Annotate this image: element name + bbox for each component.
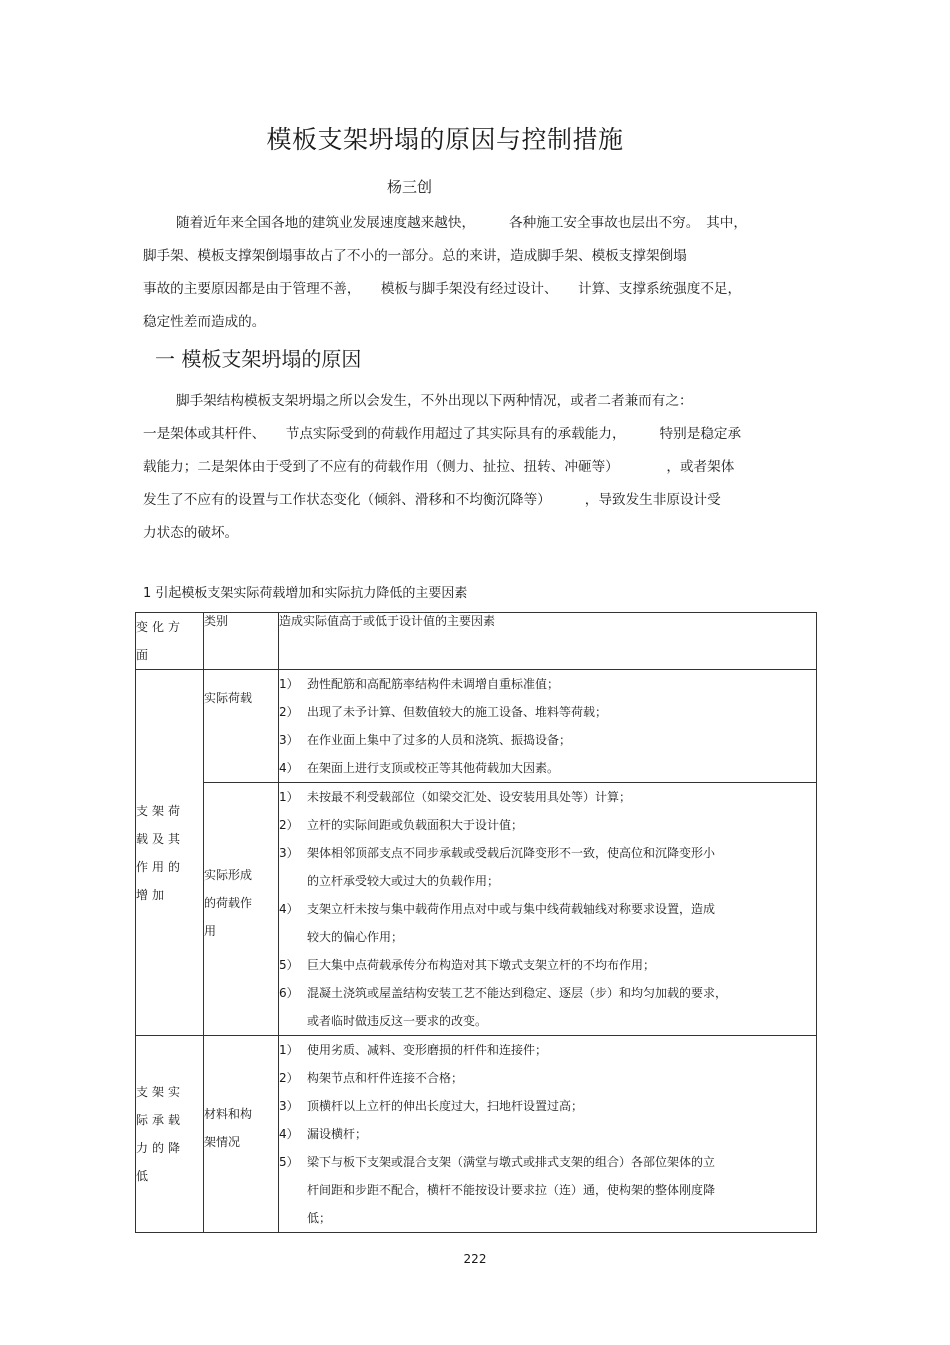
factors-cell (279, 1036, 817, 1233)
table-row (136, 783, 817, 1036)
category-cell (204, 1036, 279, 1233)
header-category (204, 613, 279, 670)
list-item (279, 754, 816, 782)
item-text: 劲性配筋和高配筋率结构件未调增自重标准值； (307, 677, 560, 691)
list-item (279, 1092, 816, 1120)
item-text: 梁下与板下支架或混合支架（满堂与墩式或排式支架的组合）各部位架体的立 (307, 1155, 716, 1169)
item-text: 支架立杆未按与集中载荷作用点对中或与集中线荷载轴线对称要求设置，造成 (307, 902, 716, 916)
section-para-line: 发生了不应有的设置与工作状态变化（倾斜、滑移和不均衡沉降等） ，导致发生非原设计受 (143, 492, 721, 508)
header-factors (279, 613, 817, 670)
aspect-text: 增加 (136, 887, 169, 902)
section-para-line: 力状态的破坏。 (143, 525, 239, 541)
item-text: 的立杆承受较大或过大的负载作用； (307, 874, 500, 888)
aspect-cell (136, 670, 204, 1036)
item-number: 3） (279, 1099, 299, 1113)
header-category-text: 类别 (204, 614, 229, 628)
item-number: 4） (279, 761, 299, 775)
factors-cell (279, 670, 817, 783)
item-text: 漏设横杆； (307, 1127, 368, 1141)
item-number: 2） (279, 1071, 299, 1085)
category-name (204, 783, 278, 945)
intro-line: 随着近年来全国各地的建筑业发展速度越来越快， 各种施工安全事故也层出不穷。 其中， (176, 215, 747, 231)
category-text: 用 (204, 924, 217, 938)
item-text: 顶横杆以上立杆的伸出长度过大，扫地杆设置过高； (307, 1099, 584, 1113)
item-text: 或者临时做违反这一要求的改变。 (307, 1014, 488, 1028)
aspect-cell (136, 1036, 204, 1233)
category-name (204, 1036, 278, 1156)
aspect-text: 载及其 (136, 831, 185, 846)
category-cell (204, 670, 279, 783)
item-number: 2） (279, 705, 299, 719)
table-row (136, 1036, 817, 1233)
list-item (279, 1120, 816, 1148)
intro-line: 脚手架、模板支撑架倒塌事故占了不小的一部分。总的来讲，造成脚手架、模板支撑架倒塌 (143, 248, 687, 264)
item-text: 未按最不利受载部位（如梁交汇处、设安装用具处等）计算； (307, 790, 632, 804)
document-title: 模板支架坍塌的原因与控制措施 (266, 125, 624, 154)
item-number: 5） (279, 958, 299, 972)
section-para-line: 一是架体或其杆件、 节点实际受到的荷载作用超过了其实际具有的承载能力， 特别是稳定承 (143, 426, 742, 442)
item-text: 立杆的实际间距或负载面积大于设计值； (307, 818, 524, 832)
list-item (279, 839, 816, 895)
category-text: 实际形成 (204, 868, 253, 882)
item-text: 巨大集中点荷载承传分布构造对其下墩式支架立杆的不均布作用； (307, 958, 656, 972)
item-text: 在作业面上集中了过多的人员和浇筑、振捣设备； (307, 733, 572, 747)
list-item (279, 1036, 816, 1064)
aspect-text: 支架荷 (136, 803, 185, 818)
section-para-line: 脚手架结构模板支架坍塌之所以会发生，不外出现以下两种情况，或者二者兼而有之： (176, 393, 693, 409)
header-aspect (136, 613, 204, 670)
list-item (279, 670, 816, 698)
item-number: 3） (279, 733, 299, 747)
table-header-row (136, 613, 817, 670)
item-text: 较大的偏心作用； (307, 930, 404, 944)
list-item (279, 811, 816, 839)
item-text: 架体相邻顶部支点不同步承载或受载后沉降变形不一致，使高位和沉降变形小 (307, 846, 716, 860)
list-item (279, 783, 816, 811)
intro-line: 稳定性差而造成的。 (143, 314, 266, 330)
aspect-text: 际承载 (136, 1113, 185, 1127)
aspect-text: 支架实 (136, 1085, 185, 1099)
item-number: 1） (279, 790, 299, 804)
aspect-text: 力的降 (136, 1141, 185, 1155)
item-number: 1） (279, 1043, 299, 1057)
header-factors-text: 造成实际值高于或低于设计值的主要因素 (279, 614, 496, 628)
item-number: 5） (279, 1155, 299, 1169)
list-item (279, 951, 816, 979)
list-item (279, 726, 816, 754)
item-text: 构架节点和杆件连接不合格； (307, 1071, 464, 1085)
page-number: 222 (463, 1252, 487, 1266)
category-text: 材料和构 (204, 1107, 253, 1121)
category-text: 架情况 (204, 1135, 241, 1149)
item-text: 出现了未予计算、但数值较大的施工设备、堆料等荷载； (307, 705, 608, 719)
item-number: 4） (279, 1127, 299, 1141)
list-item (279, 1148, 816, 1232)
table-row (136, 670, 817, 783)
header-aspect-text: 变化方面 (136, 620, 185, 662)
list-item (279, 1064, 816, 1092)
list-item (279, 895, 816, 951)
item-text: 混凝土浇筑或屋盖结构安装工艺不能达到稳定、逐层（步）和均匀加载的要求， (307, 986, 728, 1000)
item-number: 1） (279, 677, 299, 691)
item-text: 在架面上进行支顶或校正等其他荷载加大因素。 (307, 761, 560, 775)
list-item (279, 698, 816, 726)
section-para-line: 载能力；二是架体由于受到了不应有的荷载作用（侧力、扯拉、扭转、冲砸等） ，或者架体 (143, 459, 735, 475)
item-text: 使用劣质、减料、变形磨损的杆件和连接件； (307, 1043, 548, 1057)
table-caption: 1 引起模板支架实际荷载增加和实际抗力降低的主要因素 (143, 586, 468, 601)
aspect-text: 低 (136, 1169, 153, 1183)
category-text: 的荷载作 (204, 896, 253, 910)
item-text: 杆间距和步距不配合，横杆不能按设计要求拉（连）通，使构架的整体刚度降 (307, 1183, 716, 1197)
author-name: 杨三创 (387, 178, 433, 196)
item-number: 4） (279, 902, 299, 916)
category-cell (204, 783, 279, 1036)
factors-table (135, 612, 817, 1233)
factors-cell (279, 783, 817, 1036)
category-name (204, 670, 278, 712)
item-number: 6） (279, 986, 299, 1000)
item-number: 2） (279, 818, 299, 832)
item-number: 3） (279, 846, 299, 860)
list-item (279, 979, 816, 1035)
item-text: 低； (307, 1211, 332, 1225)
intro-line: 事故的主要原因都是由于管理不善， 模板与脚手架没有经过设计、 计算、支撑系统强度不足， (143, 281, 742, 297)
category-text: 实际荷载 (204, 691, 253, 705)
section-heading: 一 模板支架坍塌的原因 (155, 347, 362, 371)
aspect-text: 作用的 (136, 859, 185, 874)
